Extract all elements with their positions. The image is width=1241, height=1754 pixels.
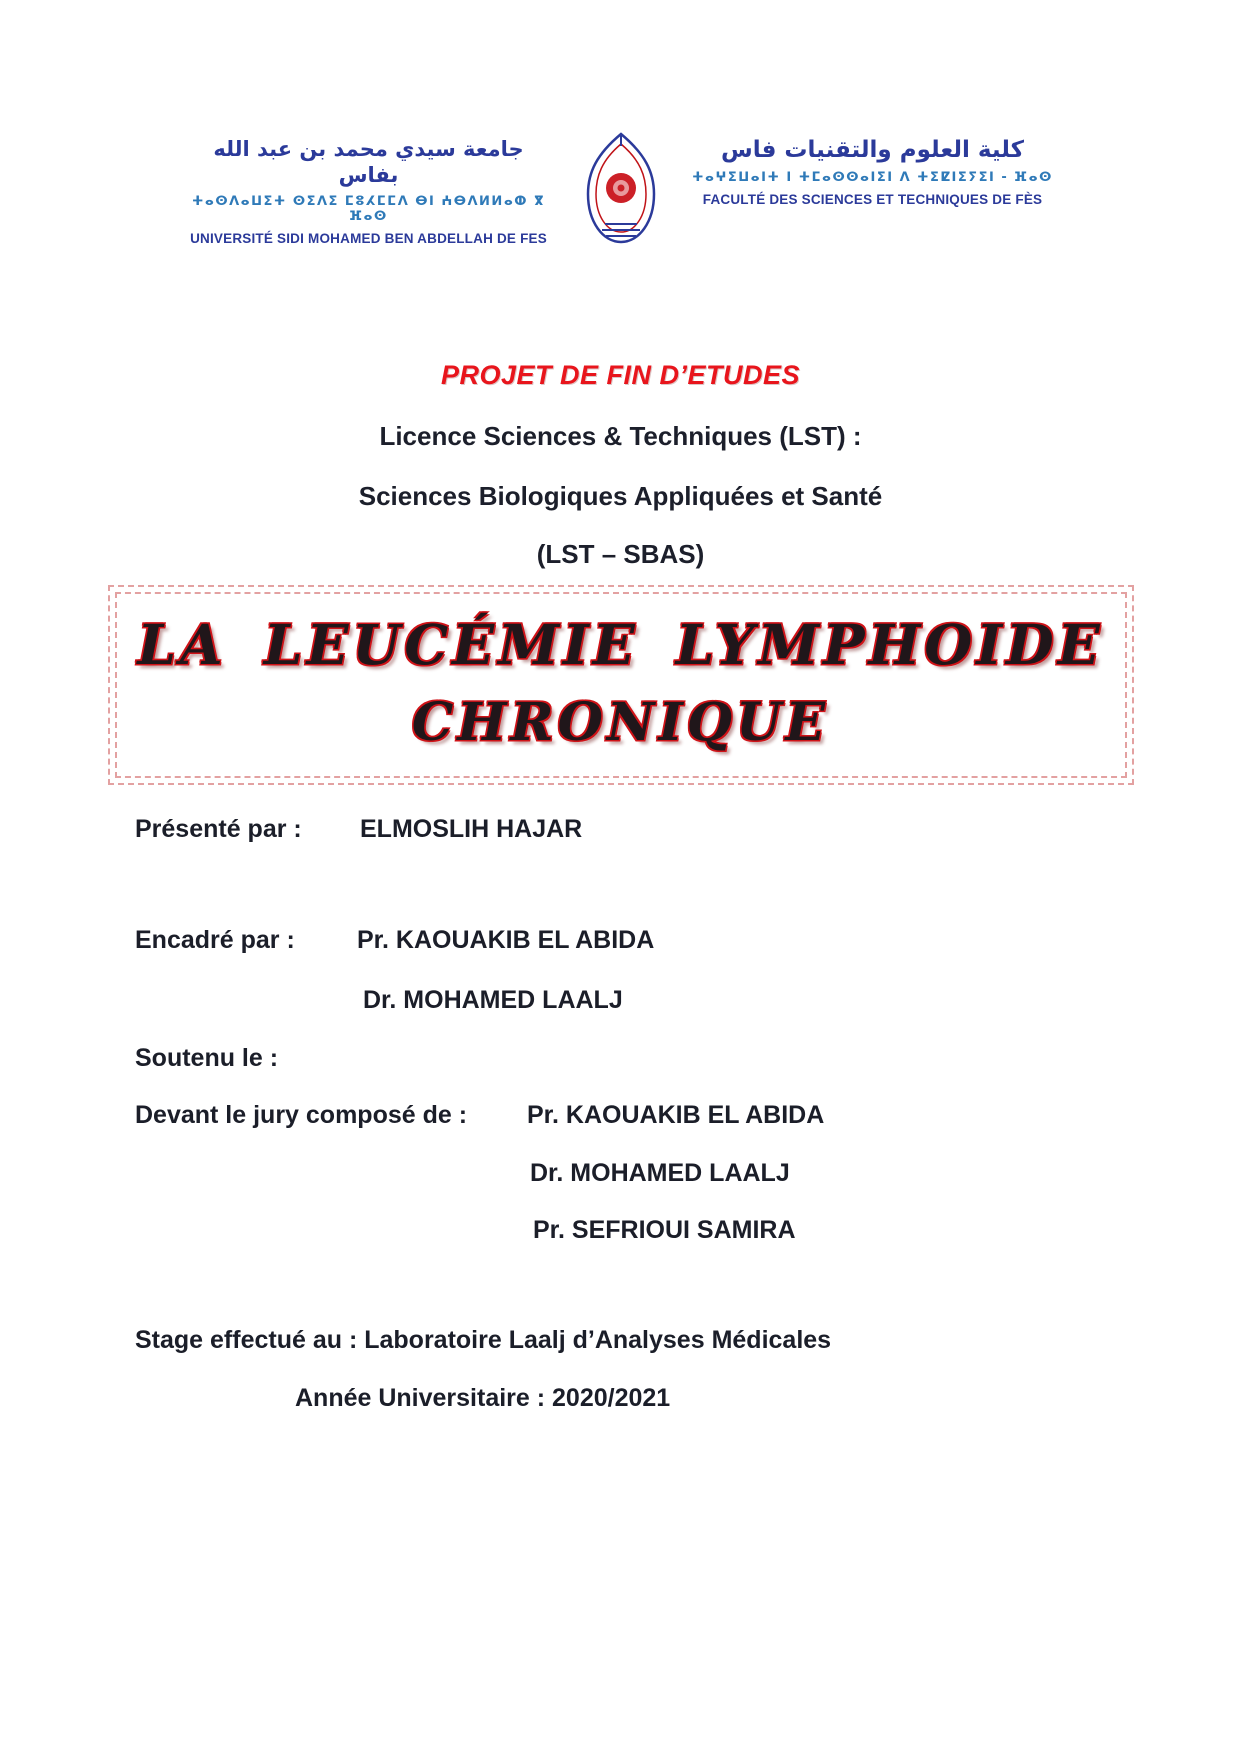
university-logo xyxy=(573,132,669,246)
internship-text: Stage effectué au : Laboratoire Laalj d’Analyses Médicales xyxy=(135,1326,832,1354)
faculty-block xyxy=(685,132,1061,207)
presented-by-row xyxy=(135,814,1181,845)
supervised-by-row xyxy=(135,925,1181,956)
thesis-title-line1: LA LEUCÉMIE LYMPHOIDE xyxy=(137,612,1104,677)
supervisor-2-row xyxy=(135,985,1181,1016)
author-name: ELMOSLIH HAJAR xyxy=(360,815,583,843)
university-name-latin: UNIVERSITÉ SIDI MOHAMED BEN ABDELLAH DE FES xyxy=(190,230,547,246)
jury-label: Devant le jury composé de : xyxy=(135,1101,468,1129)
presented-by-label: Présenté par : xyxy=(135,815,302,843)
jury-member-1: Pr. KAOUAKIB EL ABIDA xyxy=(527,1101,825,1129)
supervisor-name-1: Pr. KAOUAKIB EL ABIDA xyxy=(357,926,655,954)
thesis-title-line2: CHRONIQUE xyxy=(411,692,830,753)
thesis-title-box xyxy=(115,592,1127,778)
details-section xyxy=(0,814,1241,1414)
academic-year-text: Année Universitaire : 2020/2021 xyxy=(295,1384,671,1412)
university-name-arabic: جامعة سيدي محمد بن عبد الله بفاس xyxy=(213,137,524,188)
university-name-tifinagh: ⵜⴰⵙⴷⴰⵡⵉⵜ ⵙⵉⴷⵉ ⵎⵓⵃⵎⵎⴷ ⴱⵏ ⵄⴱⴷⵍⵍⴰⵀ ⴳ ⴼⴰⵙ xyxy=(192,193,545,224)
jury-member-2: Dr. MOHAMED LAALJ xyxy=(530,1159,790,1187)
faculty-name-tifinagh: ⵜⴰⵖⵉⵡⴰⵏⵜ ⵏ ⵜⵎⴰⵙⵙⴰⵏⵉⵏ ⴷ ⵜⵉⵇⵏⵉⵢⵉⵏ - ⴼⴰⵙ xyxy=(692,169,1053,185)
project-title: PROJET DE FIN D’ETUDES xyxy=(440,360,801,390)
university-emblem-icon xyxy=(575,132,667,246)
faculty-name-arabic: كلية العلوم والتقنيات فاس xyxy=(720,137,1024,163)
academic-year-line xyxy=(135,1383,1181,1414)
jury-member-3: Pr. SEFRIOUI SAMIRA xyxy=(533,1216,796,1244)
defense-date-label: Soutenu le : xyxy=(135,1044,279,1072)
supervisor-name-2: Dr. MOHAMED LAALJ xyxy=(363,986,623,1014)
university-block xyxy=(181,132,557,246)
faculty-name-latin: FACULTÉ DES SCIENCES ET TECHNIQUES DE FÈS xyxy=(702,191,1043,207)
degree-title: Licence Sciences & Techniques (LST) : xyxy=(379,421,862,451)
internship-line xyxy=(135,1325,1181,1356)
defense-date-row xyxy=(135,1043,1181,1074)
university-header xyxy=(0,132,1241,246)
jury-row-2 xyxy=(135,1158,1181,1189)
jury-row-1 xyxy=(135,1100,1181,1131)
program-title: Sciences Biologiques Appliquées et Santé xyxy=(358,481,883,511)
jury-row-3 xyxy=(135,1215,1181,1246)
program-abbreviation: (LST – SBAS) xyxy=(536,539,705,569)
supervised-by-label: Encadré par : xyxy=(135,926,295,954)
